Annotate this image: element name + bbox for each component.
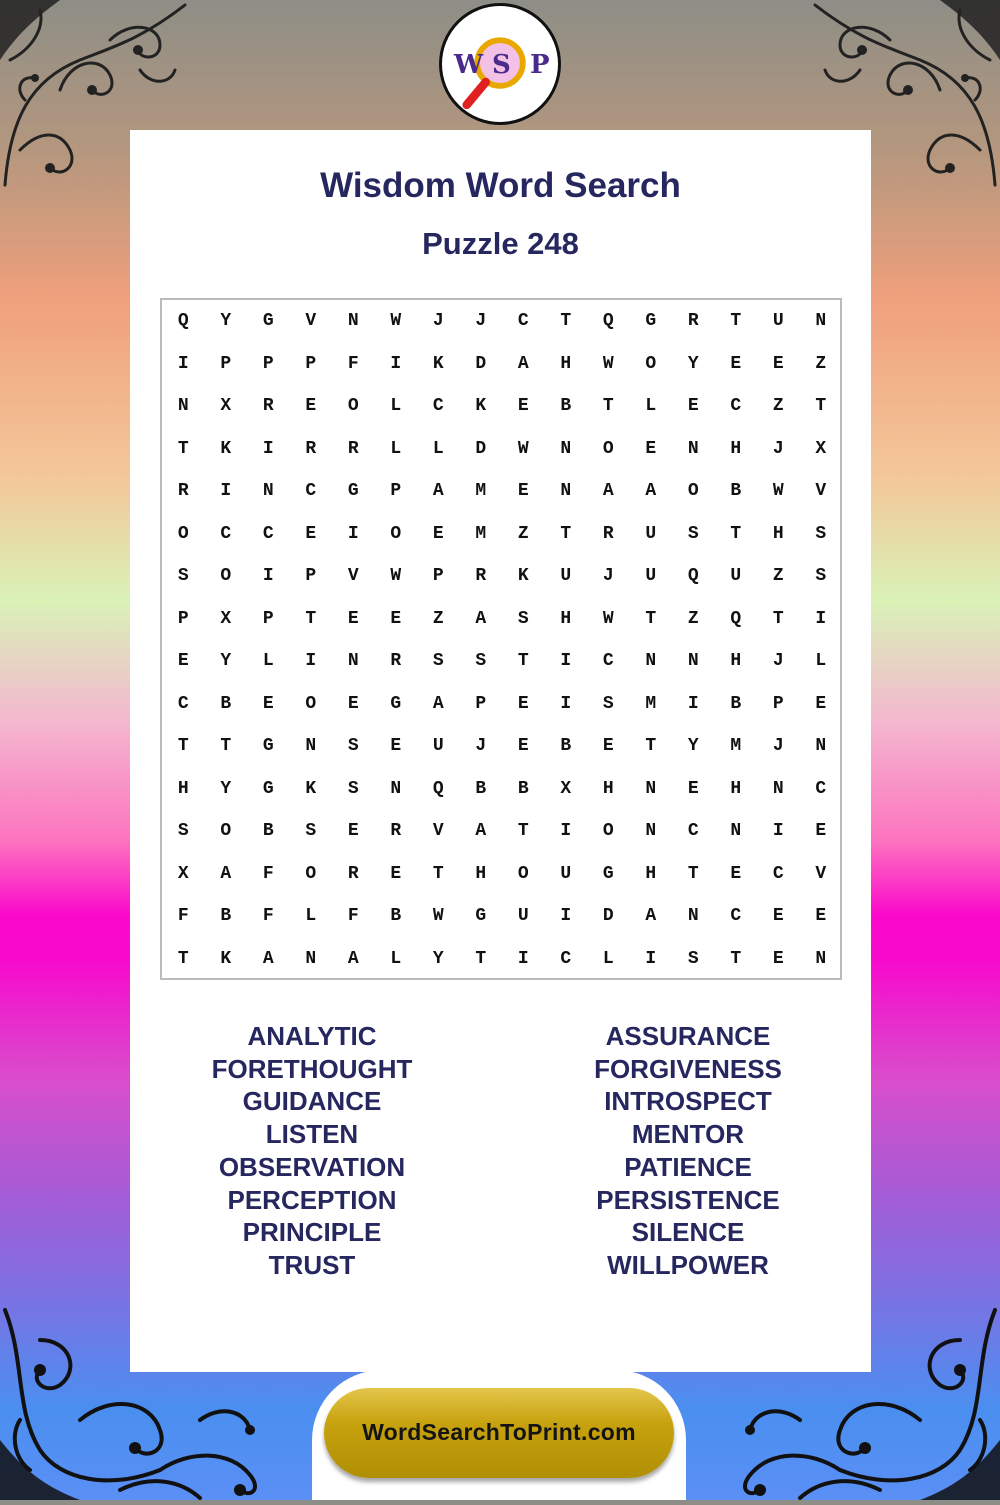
grid-cell: E — [305, 523, 317, 544]
grid-cell: A — [432, 693, 444, 714]
grid-cell: I — [772, 821, 784, 841]
grid-cell: O — [687, 481, 699, 501]
grid-cell: O — [305, 693, 317, 714]
grid-cell: O — [177, 523, 189, 544]
grid-cell: E — [517, 481, 529, 501]
grid-cell: T — [517, 821, 529, 841]
grid-cell: E — [772, 353, 784, 374]
grid-cell: Z — [517, 523, 529, 544]
grid-cell: H — [730, 651, 742, 671]
grid-cell: O — [602, 821, 614, 841]
grid-cell: V — [815, 481, 827, 501]
grid-cell: O — [517, 863, 529, 884]
grid-cell: T — [177, 948, 189, 969]
grid-cell: A — [475, 608, 487, 629]
grid-cell: C — [815, 778, 827, 799]
grid-cell: E — [390, 736, 402, 756]
grid-cell: S — [347, 736, 359, 756]
grid-cell: R — [602, 523, 614, 544]
word-item: ASSURANCE — [605, 1021, 771, 1051]
grid-cell: E — [815, 821, 827, 841]
grid-cell: K — [517, 566, 529, 586]
grid-cell: F — [177, 906, 189, 926]
grid-cell: O — [645, 353, 657, 374]
grid-cell: I — [517, 948, 529, 969]
grid-cell: Q — [177, 311, 189, 331]
grid-cell: E — [517, 693, 529, 714]
grid-cell: E — [730, 353, 742, 374]
grid-cell: U — [560, 863, 572, 884]
logo-letter-s: S — [492, 50, 511, 80]
grid-cell: J — [772, 651, 784, 671]
grid-cell: E — [602, 736, 614, 756]
grid-cell: I — [262, 438, 274, 459]
grid-cell: F — [347, 353, 359, 374]
grid-cell: L — [262, 651, 274, 671]
grid-cell: C — [687, 821, 699, 841]
grid-cell: E — [687, 396, 699, 416]
grid-cell: B — [262, 821, 274, 841]
grid-cell: A — [220, 863, 232, 884]
grid-cell: T — [602, 396, 614, 416]
grid-cell: B — [730, 481, 742, 501]
grid-cell: V — [432, 821, 444, 841]
grid-cell: J — [772, 438, 784, 459]
grid-cell: C — [560, 948, 572, 969]
word-item: SILENCE — [631, 1217, 745, 1248]
grid-cell: O — [305, 863, 317, 884]
grid-cell: E — [815, 906, 827, 926]
grid-cell: I — [220, 481, 232, 501]
grid-cell: C — [220, 523, 232, 544]
grid-cell: N — [305, 948, 317, 969]
grid-cell: C — [602, 651, 614, 671]
grid-cell: P — [432, 566, 444, 586]
grid-cell: C — [517, 311, 529, 331]
grid-cell: W — [432, 906, 444, 926]
grid-cell: T — [177, 438, 189, 459]
word-item: WILLPOWER — [607, 1249, 769, 1280]
grid-cell: X — [815, 438, 827, 459]
grid-cell: U — [432, 736, 444, 756]
grid-cell: M — [475, 481, 487, 501]
grid-cell: C — [772, 863, 784, 884]
grid-cell: N — [687, 438, 699, 459]
grid-cell: R — [262, 396, 274, 416]
grid-cell: E — [645, 438, 657, 459]
grid-cell: Z — [687, 608, 699, 629]
word-item: GUIDANCE — [242, 1086, 382, 1117]
grid-cell: A — [432, 481, 444, 501]
grid-cell: R — [475, 566, 487, 586]
grid-cell: E — [177, 651, 189, 671]
grid-cell: T — [687, 863, 699, 884]
grid-cell: R — [347, 438, 359, 459]
grid-cell: E — [390, 863, 402, 884]
grid-cell: H — [560, 608, 572, 629]
grid-cell: A — [517, 353, 529, 374]
word-item: OBSERVATION — [218, 1151, 406, 1182]
grid-cell: S — [815, 523, 827, 544]
word-item: INTROSPECT — [604, 1086, 772, 1117]
grid-cell: N — [730, 821, 742, 841]
grid-cell: A — [347, 948, 359, 969]
grid-cell: E — [517, 396, 529, 416]
word-item: PATIENCE — [624, 1151, 752, 1182]
grid-cell: G — [645, 311, 657, 331]
grid-cell: G — [262, 736, 274, 756]
grid-cell: O — [390, 523, 402, 544]
grid-cell: T — [517, 651, 529, 671]
grid-cell: N — [687, 651, 699, 671]
grid-cell: N — [645, 651, 657, 671]
grid-cell: Z — [815, 353, 827, 374]
grid-cell: N — [645, 821, 657, 841]
grid-cell: W — [602, 353, 614, 374]
grid-cell: E — [730, 863, 742, 884]
grid-cell: N — [305, 736, 317, 756]
grid-cell: Q — [602, 311, 614, 331]
grid-cell: N — [560, 438, 572, 459]
grid-cell: P — [262, 353, 274, 374]
grid-cell: B — [220, 906, 232, 926]
grid-cell: W — [390, 566, 402, 586]
grid-cell: W — [772, 481, 784, 501]
grid-cell: I — [177, 353, 189, 374]
site-link[interactable]: WordSearchToPrint.com — [324, 1388, 674, 1478]
grid-cell: E — [347, 608, 359, 629]
word-item: PERCEPTION — [227, 1184, 397, 1215]
grid-cell: P — [305, 566, 317, 586]
grid-cell: E — [772, 906, 784, 926]
grid-cell: O — [220, 821, 232, 841]
grid-cell: A — [645, 906, 657, 926]
grid-cell: Y — [687, 736, 699, 756]
grid-cell: L — [390, 396, 402, 416]
grid-cell: N — [560, 481, 572, 501]
grid-cell: S — [687, 523, 699, 544]
grid-cell: N — [772, 778, 784, 799]
grid-cell: R — [177, 481, 189, 501]
grid-cell: I — [560, 821, 572, 841]
grid-cell: T — [177, 736, 189, 756]
grid-cell: C — [177, 693, 189, 714]
grid-cell: G — [262, 778, 274, 799]
grid-cell: G — [475, 906, 487, 926]
grid-cell: F — [262, 906, 274, 926]
grid-cell: T — [432, 863, 444, 884]
grid-cell: R — [390, 821, 402, 841]
grid-cell: K — [305, 778, 317, 799]
grid-cell: V — [347, 566, 359, 586]
grid-cell: I — [687, 693, 699, 714]
grid-cell: B — [220, 693, 232, 714]
grid-cell: C — [730, 906, 742, 926]
grid-cell: K — [475, 396, 487, 416]
grid-cell: H — [730, 778, 742, 799]
puzzle-card — [130, 130, 871, 1372]
grid-cell: Q — [687, 566, 699, 586]
grid-cell: W — [390, 311, 402, 331]
grid-cell: U — [772, 311, 784, 331]
grid-cell: R — [687, 311, 699, 331]
grid-cell: G — [390, 693, 402, 714]
grid-cell: Y — [220, 311, 232, 331]
grid-cell: N — [645, 778, 657, 799]
grid-cell: T — [305, 608, 317, 629]
grid-cell: Q — [432, 778, 444, 799]
letter-grid — [160, 298, 842, 980]
grid-cell: I — [560, 906, 572, 926]
grid-cell: E — [262, 693, 274, 714]
grid-cell: Z — [772, 566, 784, 586]
grid-cell: S — [177, 821, 189, 841]
grid-cell: G — [602, 863, 614, 884]
grid-cell: L — [305, 906, 317, 926]
word-item: PRINCIPLE — [242, 1217, 382, 1248]
grid-cell: E — [347, 821, 359, 841]
grid-cell: T — [645, 608, 657, 629]
grid-cell: B — [730, 693, 742, 714]
grid-cell: H — [475, 863, 487, 884]
grid-cell: B — [560, 736, 572, 756]
grid-cell: C — [432, 396, 444, 416]
grid-cell: J — [772, 736, 784, 756]
grid-cell: T — [730, 948, 742, 969]
grid-cell: Y — [220, 651, 232, 671]
grid-cell: C — [305, 481, 317, 501]
grid-cell: M — [730, 736, 742, 756]
grid-cell: T — [220, 736, 232, 756]
grid-cell: S — [602, 693, 614, 714]
grid-cell: A — [602, 481, 614, 501]
word-item: FORETHOUGHT — [211, 1053, 413, 1084]
grid-cell: E — [390, 608, 402, 629]
grid-cell: B — [390, 906, 402, 926]
grid-cell: W — [602, 608, 614, 629]
grid-cell: L — [390, 948, 402, 969]
grid-cell: G — [347, 481, 359, 501]
grid-cell: P — [220, 353, 232, 374]
grid-cell: L — [432, 438, 444, 459]
word-item: ANALYTIC — [247, 1021, 377, 1051]
grid-cell: P — [305, 353, 317, 374]
grid-cell: T — [475, 948, 487, 969]
grid-cell: E — [432, 523, 444, 544]
grid-cell: R — [305, 438, 317, 459]
grid-cell: E — [517, 736, 529, 756]
wsp-logo — [439, 3, 561, 125]
grid-cell: I — [815, 608, 827, 629]
grid-cell: L — [390, 438, 402, 459]
word-item: PERSISTENCE — [596, 1184, 780, 1215]
grid-cell: L — [602, 948, 614, 969]
grid-cell: X — [560, 778, 572, 799]
grid-cell: Y — [687, 353, 699, 374]
grid-cell: E — [347, 693, 359, 714]
grid-cell: O — [220, 566, 232, 586]
grid-cell: L — [815, 651, 827, 671]
grid-cell: P — [772, 693, 784, 714]
grid-cell: H — [602, 778, 614, 799]
grid-cell: P — [390, 481, 402, 501]
grid-cell: W — [517, 438, 529, 459]
grid-cell: N — [815, 948, 827, 969]
grid-cell: G — [262, 311, 274, 331]
grid-cell: N — [347, 311, 359, 331]
grid-cell: K — [432, 353, 444, 374]
grid-cell: V — [305, 311, 317, 331]
grid-cell: H — [730, 438, 742, 459]
grid-cell: H — [645, 863, 657, 884]
grid-cell: N — [815, 736, 827, 756]
grid-cell: O — [602, 438, 614, 459]
grid-cell: K — [220, 948, 232, 969]
grid-cell: H — [560, 353, 572, 374]
word-item: TRUST — [268, 1249, 356, 1280]
grid-cell: J — [432, 311, 444, 331]
grid-cell: S — [432, 651, 444, 671]
grid-cell: I — [390, 353, 402, 374]
grid-cell: C — [262, 523, 274, 544]
grid-cell: I — [305, 651, 317, 671]
grid-cell: V — [815, 863, 827, 884]
grid-cell: U — [645, 566, 657, 586]
grid-cell: M — [645, 693, 657, 714]
grid-cell: T — [730, 311, 742, 331]
grid-cell: N — [815, 311, 827, 331]
grid-cell: X — [220, 396, 232, 416]
grid-cell: H — [772, 523, 784, 544]
grid-cell: T — [560, 311, 572, 331]
word-list-left — [127, 1020, 497, 1282]
word-item: MENTOR — [631, 1119, 745, 1150]
grid-cell: P — [262, 608, 274, 629]
grid-cell: E — [772, 948, 784, 969]
grid-cell: I — [560, 651, 572, 671]
grid-cell: Y — [432, 948, 444, 969]
logo-letter-w: W — [454, 50, 484, 80]
grid-cell: E — [305, 396, 317, 416]
grid-cell: N — [687, 906, 699, 926]
grid-cell: M — [475, 523, 487, 544]
word-list-right — [503, 1020, 873, 1282]
grid-cell: B — [560, 396, 572, 416]
grid-cell: B — [475, 778, 487, 799]
grid-cell: N — [347, 651, 359, 671]
grid-cell: O — [347, 396, 359, 416]
grid-cell: N — [390, 778, 402, 799]
grid-cell: B — [517, 778, 529, 799]
footer-badge-frame — [312, 1370, 686, 1500]
grid-cell: S — [305, 821, 317, 841]
grid-cell: F — [262, 863, 274, 884]
grid-cell: U — [730, 566, 742, 586]
grid-cell: Q — [730, 608, 742, 629]
grid-cell: S — [177, 566, 189, 586]
grid-cell: I — [347, 523, 359, 544]
grid-cell: E — [687, 778, 699, 799]
grid-cell: Z — [772, 396, 784, 416]
grid-cell: Z — [432, 608, 444, 629]
grid-cell: D — [475, 353, 487, 374]
grid-cell: U — [560, 566, 572, 586]
grid-cell: D — [602, 906, 614, 926]
grid-cell: I — [560, 693, 572, 714]
grid-cell: U — [645, 523, 657, 544]
grid-cell: A — [645, 481, 657, 501]
logo-letter-p: P — [530, 50, 550, 80]
grid-cell: F — [347, 906, 359, 926]
grid-cell: R — [347, 863, 359, 884]
grid-cell: T — [560, 523, 572, 544]
grid-cell: N — [177, 396, 189, 416]
grid-cell: D — [475, 438, 487, 459]
grid-cell: I — [645, 948, 657, 969]
grid-cell: A — [262, 948, 274, 969]
grid-cell: A — [475, 821, 487, 841]
grid-cell: Y — [220, 778, 232, 799]
grid-cell: J — [475, 311, 487, 331]
grid-cell: J — [475, 736, 487, 756]
grid-cell: S — [815, 566, 827, 586]
puzzle-number: Puzzle 248 — [422, 226, 579, 261]
puzzle-title: Wisdom Word Search — [320, 166, 681, 205]
grid-cell: X — [177, 863, 189, 884]
grid-cell: S — [687, 948, 699, 969]
grid-cell: U — [517, 906, 529, 926]
grid-cell: P — [177, 608, 189, 629]
grid-cell: J — [602, 566, 614, 586]
grid-cell: I — [262, 566, 274, 586]
word-item: FORGIVENESS — [594, 1053, 782, 1084]
grid-cell: E — [815, 693, 827, 714]
grid-cell: H — [177, 778, 189, 799]
grid-cell: T — [645, 736, 657, 756]
grid-cell: K — [220, 438, 232, 459]
grid-cell: C — [730, 396, 742, 416]
grid-cell: N — [262, 481, 274, 501]
grid-cell: S — [517, 608, 529, 629]
grid-cell: L — [645, 396, 657, 416]
grid-cell: T — [815, 396, 827, 416]
grid-cell: T — [730, 523, 742, 544]
grid-cell: P — [475, 693, 487, 714]
grid-cell: R — [390, 651, 402, 671]
word-item: LISTEN — [265, 1119, 359, 1150]
grid-cell: S — [475, 651, 487, 671]
grid-cell: S — [347, 778, 359, 799]
grid-cell: X — [220, 608, 232, 629]
grid-cell: T — [772, 608, 784, 629]
